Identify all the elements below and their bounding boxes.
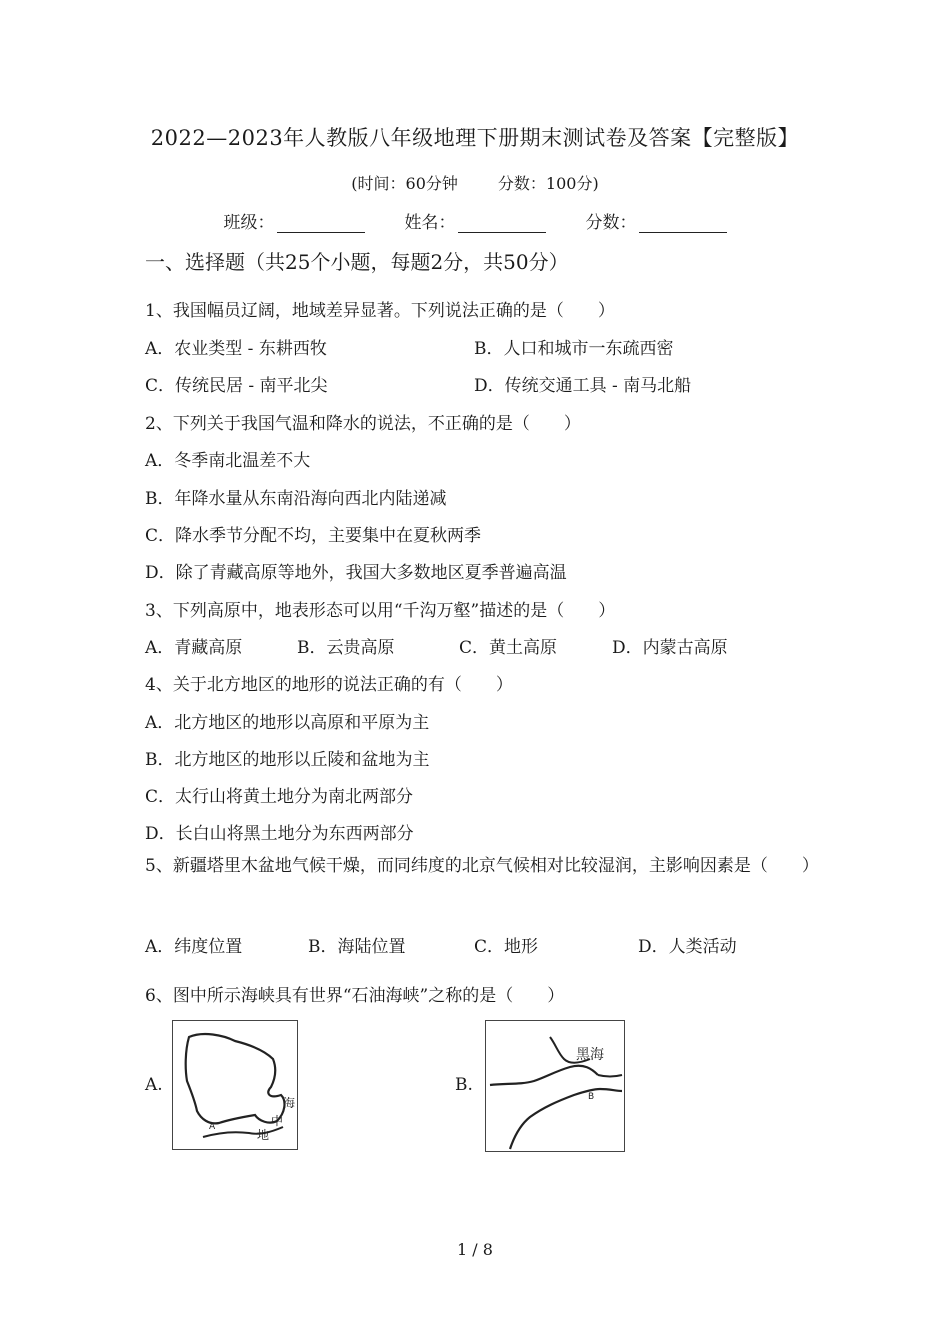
- question-4-stem: 4、关于北方地区的地形的说法正确的有（ ）: [145, 675, 513, 695]
- north-coastline: [490, 1066, 598, 1085]
- strait-north-shore: [598, 1075, 622, 1077]
- question-3-option-c: C．黄土高原: [459, 638, 558, 658]
- question-3-option-b: B．云贵高原: [297, 638, 395, 658]
- question-4-option-b: B．北方地区的地形以丘陵和盆地为主: [145, 750, 430, 770]
- question-1-option-d: D．传统交通工具 - 南马北船: [474, 376, 692, 396]
- name-blank[interactable]: [458, 212, 546, 233]
- exam-title: 2022—2023年人教版八年级地理下册期末测试卷及答案【完整版】: [150, 126, 800, 150]
- map-a-label-middle: 中: [271, 1114, 284, 1128]
- map-a-label-land: 地: [257, 1128, 270, 1142]
- map-a-drawing: [173, 1021, 297, 1149]
- question-3-option-d: D．内蒙古高原: [612, 638, 728, 658]
- question-3-stem: 3、下列高原中，地表形态可以用“千沟万壑”描述的是（ ）: [145, 601, 616, 621]
- map-a-label-point: A: [209, 1122, 216, 1132]
- question-2-option-d: D．除了青藏高原等地外，我国大多数地区夏季普遍高温: [145, 563, 567, 583]
- map-b-strait: [485, 1020, 625, 1152]
- map-a-strait: [172, 1020, 298, 1150]
- question-6-stem: 6、图中所示海峡具有世界“石油海峡”之称的是（ ）: [145, 986, 565, 1006]
- question-2-option-c: C．降水季节分配不均，主要集中在夏秋两季: [145, 526, 482, 546]
- question-2-option-b: B．年降水量从东南沿海向西北内陆递减: [145, 489, 447, 509]
- score-blank[interactable]: [639, 212, 727, 233]
- name-label: 姓名：: [404, 213, 456, 233]
- question-1-option-c: C．传统民居 - 南平北尖: [145, 376, 328, 396]
- question-5-option-b: B．海陆位置: [308, 937, 406, 957]
- class-blank[interactable]: [277, 212, 365, 233]
- class-field: [224, 208, 365, 233]
- question-4-option-c: C．太行山将黄土地分为南北两部分: [145, 787, 414, 807]
- question-3-option-a: A．青藏高原: [145, 638, 243, 658]
- map-a-label-sea: 海: [283, 1096, 296, 1110]
- map-b-label-black-sea: 黑海: [576, 1047, 604, 1063]
- class-label: 班级：: [223, 213, 275, 233]
- question-1-option-a: A．农业类型 - 东耕西牧: [145, 339, 327, 359]
- question-6-option-a: A.: [145, 1075, 163, 1095]
- question-4-option-a: A．北方地区的地形以高原和平原为主: [145, 713, 430, 733]
- question-1-option-b: B．人口和城市一东疏西密: [474, 339, 674, 359]
- question-5-option-d: D．人类活动: [638, 937, 737, 957]
- exam-subtitle: [0, 171, 950, 194]
- section-heading: 一、选择题（共25个小题，每题2分，共50分）: [145, 250, 569, 274]
- student-info-row: [0, 208, 950, 233]
- score-label: 分数：: [585, 213, 637, 233]
- question-5-option-a: A．纬度位置: [145, 937, 243, 957]
- question-5-option-c: C．地形: [474, 937, 539, 957]
- iberian-coastline: [186, 1034, 285, 1123]
- question-5-stem: 5、新疆塔里木盆地气候干燥，而同纬度的北京气候相对比较湿润，主影响因素是（ ）: [145, 856, 819, 876]
- name-field: [405, 208, 546, 233]
- question-2-stem: 2、下列关于我国气温和降水的说法，不正确的是（ ）: [145, 414, 581, 434]
- question-6-option-b: B.: [455, 1075, 473, 1095]
- score-field: [586, 208, 727, 233]
- map-b-label-point: B: [588, 1092, 595, 1102]
- question-4-option-d: D．长白山将黑土地分为东西两部分: [145, 824, 414, 844]
- south-coastline: [510, 1089, 622, 1149]
- page-number: 1 / 8: [457, 1240, 493, 1259]
- question-2-option-a: A．冬季南北温差不大: [145, 451, 311, 471]
- question-1-stem: 1、我国幅员辽阔，地域差异显著。下列说法正确的是（ ）: [145, 301, 615, 321]
- time-limit: (时间：60分钟: [351, 174, 458, 193]
- total-score: 分数：100分): [497, 174, 599, 193]
- map-b-drawing: [486, 1021, 624, 1151]
